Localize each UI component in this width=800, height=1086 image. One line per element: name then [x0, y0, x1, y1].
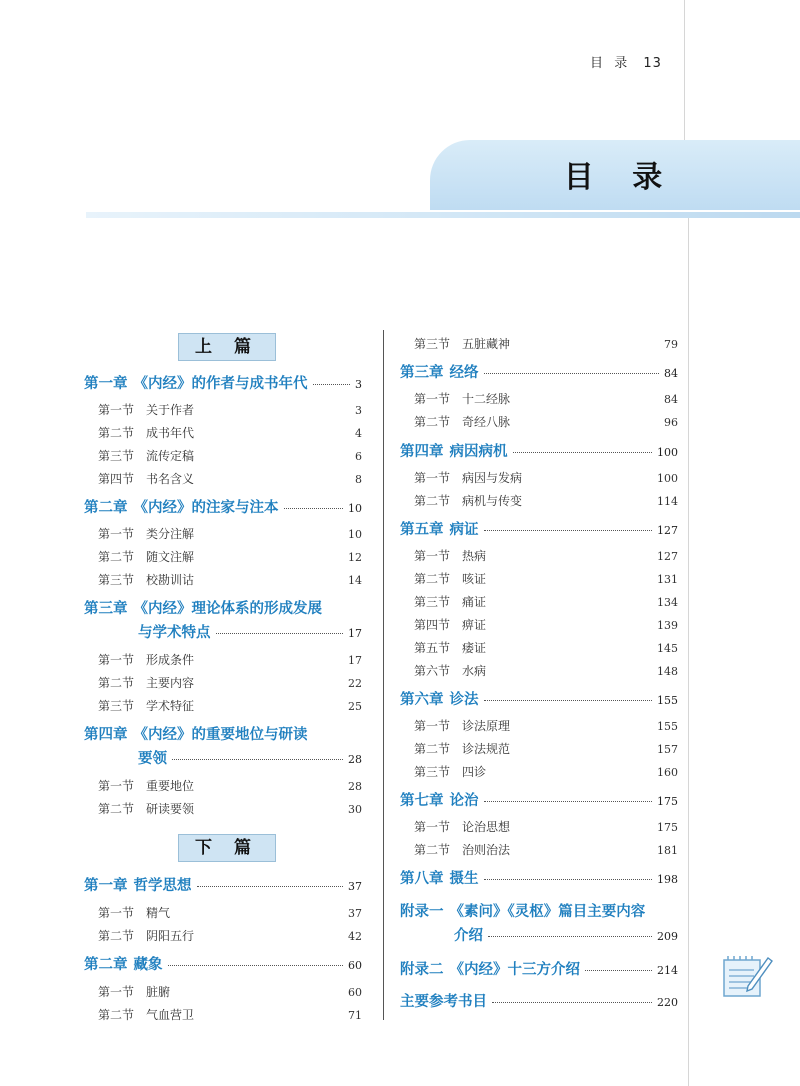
page-number: 28 — [348, 780, 362, 793]
toc-section-row — [414, 662, 678, 679]
chapter-title: 病因病机 — [449, 444, 508, 460]
page-number: 181 — [657, 844, 678, 857]
page-number: 10 — [348, 528, 362, 541]
chapter-label — [84, 723, 308, 744]
page-number: 10 — [348, 502, 362, 515]
column-divider — [383, 330, 384, 1020]
page-number: 100 — [657, 472, 678, 485]
chapter-number: 第八章 — [400, 871, 444, 887]
toc-section-row — [98, 927, 362, 944]
dot-leader — [172, 759, 343, 760]
toc-chapter-row — [400, 361, 678, 382]
chapter-number: 附录一 — [400, 904, 444, 920]
section-title: 治则治法 — [462, 843, 511, 857]
section-label-text — [98, 525, 194, 542]
page-number: 17 — [348, 627, 362, 640]
toc-section-row — [98, 904, 362, 921]
page-number: 100 — [657, 446, 678, 459]
chapter-label — [400, 688, 479, 709]
section-label-text — [98, 777, 194, 794]
section-number: 第三节 — [414, 595, 451, 609]
page-number: 30 — [348, 803, 362, 816]
toc-section-row — [98, 548, 362, 565]
page-number: 209 — [657, 930, 678, 943]
section-number: 第一节 — [414, 392, 451, 406]
section-label-text — [414, 818, 510, 835]
toc-chapter-continuation — [454, 924, 678, 945]
page-number: 3 — [355, 404, 362, 417]
page-number: 127 — [657, 550, 678, 563]
chapter-title: 《内经》十三方介绍 — [449, 962, 580, 978]
chapter-title-continued: 与学术特点 — [138, 625, 211, 641]
chapter-title: 主要参考书目 — [400, 994, 487, 1010]
section-title: 气血营卫 — [146, 1008, 195, 1022]
chapter-title: 摄生 — [449, 871, 479, 887]
section-title: 十二经脉 — [462, 392, 511, 406]
toc-chapter-row — [400, 440, 678, 461]
page-number: 60 — [348, 986, 362, 999]
page-number: 157 — [657, 743, 678, 756]
section-title: 形成条件 — [146, 653, 195, 667]
toc-section-row — [98, 983, 362, 1000]
page-number: 175 — [657, 821, 678, 834]
section-title: 痿证 — [462, 641, 487, 655]
section-label-text — [98, 697, 194, 714]
chapter-title: 经络 — [449, 365, 479, 381]
chapter-number: 第六章 — [400, 692, 444, 708]
chapter-title: 《内经》的注家与注本 — [133, 500, 279, 516]
dot-leader — [216, 633, 344, 634]
page-number: 17 — [348, 654, 362, 667]
page-number: 131 — [657, 573, 678, 586]
dot-leader — [484, 879, 653, 880]
chapter-label — [400, 958, 580, 979]
chapter-label — [400, 518, 479, 539]
section-title: 诊法原理 — [462, 719, 511, 733]
section-label-upper: 上 篇 — [178, 333, 276, 361]
page-number: 4 — [355, 427, 362, 440]
toc-section-row — [98, 424, 362, 441]
chapter-label — [84, 597, 322, 618]
section-number: 第一节 — [414, 820, 451, 834]
page-number: 160 — [657, 766, 678, 779]
section-number: 第二节 — [414, 494, 451, 508]
section-title: 成书年代 — [146, 426, 195, 440]
dot-leader — [513, 452, 653, 453]
section-label-text — [414, 492, 522, 509]
section-label-text — [414, 390, 510, 407]
dot-leader — [484, 801, 653, 802]
section-label-text — [98, 904, 170, 921]
toc-section-row — [414, 413, 678, 430]
section-title: 咳证 — [462, 572, 487, 586]
toc-section-row — [98, 1006, 362, 1023]
toc-section-row — [98, 800, 362, 817]
section-number: 第三节 — [98, 699, 135, 713]
toc-chapter-row — [400, 688, 678, 709]
section-label-text — [414, 740, 510, 757]
section-title: 水病 — [462, 664, 487, 678]
page-number: 155 — [657, 694, 678, 707]
section-number: 第二节 — [414, 572, 451, 586]
section-label-text — [414, 616, 486, 633]
page-number: 3 — [355, 378, 362, 391]
page-number: 42 — [348, 930, 362, 943]
toc-chapter-row — [84, 496, 362, 517]
chapter-label — [400, 867, 479, 888]
section-label-text — [98, 674, 194, 691]
toc-chapter-row — [84, 372, 362, 393]
dot-leader — [488, 936, 652, 937]
section-title: 流传定稿 — [146, 449, 195, 463]
page-number: 139 — [657, 619, 678, 632]
chapter-title: 诊法 — [449, 692, 479, 708]
chapter-number: 第二章 — [84, 500, 128, 516]
page-number: 214 — [657, 964, 678, 977]
section-label-text — [414, 593, 486, 610]
page-number: 37 — [348, 880, 362, 893]
toc-section-row — [98, 571, 362, 588]
page-number: 198 — [657, 873, 678, 886]
page-number: 134 — [657, 596, 678, 609]
chapter-number: 第二章 — [84, 957, 128, 973]
section-number: 第四节 — [98, 472, 135, 486]
section-title: 重要地位 — [146, 779, 195, 793]
section-label-text — [414, 547, 486, 564]
section-number: 第二节 — [98, 1008, 135, 1022]
section-title: 热病 — [462, 549, 487, 563]
page-number: 12 — [348, 551, 362, 564]
section-number: 第二节 — [414, 742, 451, 756]
section-title: 主要内容 — [146, 676, 195, 690]
chapter-title-continued: 介绍 — [454, 928, 483, 944]
page-edge-right — [688, 218, 689, 1086]
chapter-label — [400, 440, 508, 461]
chapter-label — [400, 361, 479, 382]
running-head — [590, 52, 710, 71]
page-number: 14 — [348, 574, 362, 587]
toc-section-row — [98, 447, 362, 464]
chapter-title: 《内经》的重要地位与研读 — [133, 727, 308, 743]
dot-leader — [492, 1002, 652, 1003]
toc-section-row — [98, 525, 362, 542]
section-label-text — [414, 639, 486, 656]
chapter-label — [400, 900, 645, 921]
page-number: 8 — [355, 473, 362, 486]
page-number: 79 — [664, 338, 678, 351]
section-label-text — [414, 413, 510, 430]
toc-chapter-row — [400, 958, 678, 979]
section-number: 第一节 — [98, 653, 135, 667]
section-label-text — [414, 763, 486, 780]
chapter-title: 《内经》理论体系的形成发展 — [133, 601, 322, 617]
section-number: 第四节 — [414, 618, 451, 632]
section-number: 第三节 — [98, 573, 135, 587]
section-title: 病机与传变 — [462, 494, 523, 508]
section-title: 随文注解 — [146, 550, 195, 564]
chapter-title: 《素问》《灵枢》篇目主要内容 — [449, 904, 646, 920]
dot-leader — [313, 384, 351, 385]
section-label-text — [414, 570, 486, 587]
section-label-text — [414, 841, 510, 858]
section-label-text — [98, 927, 194, 944]
chapter-title: 哲学思想 — [133, 878, 192, 894]
page-number: 175 — [657, 795, 678, 808]
chapter-label — [400, 789, 479, 810]
toc-section-row — [414, 841, 678, 858]
page-number: 114 — [657, 495, 678, 508]
toc-section-row — [414, 492, 678, 509]
section-label-text — [98, 447, 194, 464]
toc-chapter-row — [84, 953, 362, 974]
section-title: 学术特征 — [146, 699, 195, 713]
toc-chapter-row — [84, 874, 362, 895]
toc-chapter-continuation — [138, 621, 362, 642]
chapter-label — [84, 372, 308, 393]
section-label-text — [414, 717, 510, 734]
toc-section-row — [414, 547, 678, 564]
section-title: 奇经八脉 — [462, 415, 511, 429]
section-number: 第二节 — [98, 426, 135, 440]
section-title: 关于作者 — [146, 403, 195, 417]
chapter-number: 第四章 — [400, 444, 444, 460]
section-number: 第一节 — [414, 719, 451, 733]
running-head-label: 目 录 — [590, 56, 629, 71]
toc-section-row — [414, 763, 678, 780]
toc-chapter-row — [400, 518, 678, 539]
toc-section-row — [98, 401, 362, 418]
section-title: 研读要领 — [146, 802, 195, 816]
section-label-text — [98, 651, 194, 668]
toc-chapter-row — [84, 723, 362, 744]
toc-chapter-row — [400, 900, 678, 921]
dot-leader — [284, 508, 344, 509]
section-title: 精气 — [146, 906, 171, 920]
page-number: 84 — [664, 367, 678, 380]
section-title: 校勘训诂 — [146, 573, 195, 587]
chapter-number: 第一章 — [84, 878, 128, 894]
page-number: 84 — [664, 393, 678, 406]
dot-leader — [484, 373, 660, 374]
section-number: 第二节 — [98, 676, 135, 690]
section-number: 第一节 — [98, 906, 135, 920]
dot-leader — [484, 530, 653, 531]
page-number: 127 — [657, 524, 678, 537]
toc-section-row — [414, 639, 678, 656]
page-number: 220 — [657, 996, 678, 1009]
section-number: 第一节 — [98, 985, 135, 999]
section-number: 第一节 — [98, 779, 135, 793]
section-title: 阴阳五行 — [146, 929, 195, 943]
section-label-text — [98, 548, 194, 565]
running-head-page: 13 — [643, 56, 662, 71]
toc-section-row — [98, 674, 362, 691]
section-number: 第二节 — [98, 802, 135, 816]
section-label-text — [98, 571, 194, 588]
toc-chapter-row — [400, 789, 678, 810]
page-number: 96 — [664, 416, 678, 429]
toc-section-row — [98, 470, 362, 487]
section-number: 第一节 — [414, 471, 451, 485]
toc-section-row — [414, 818, 678, 835]
page-number: 25 — [348, 700, 362, 713]
section-number: 第三节 — [414, 765, 451, 779]
section-number: 第一节 — [414, 549, 451, 563]
section-title: 五脏藏神 — [462, 337, 511, 351]
section-number: 第二节 — [414, 415, 451, 429]
chapter-label — [400, 990, 487, 1011]
section-title: 四诊 — [462, 765, 487, 779]
section-title: 论治思想 — [462, 820, 511, 834]
section-number: 第三节 — [414, 337, 451, 351]
chapter-number: 第一章 — [84, 376, 128, 392]
section-label-text — [98, 983, 170, 1000]
toc-section-row — [414, 717, 678, 734]
toc-section-row — [414, 616, 678, 633]
chapter-title: 论治 — [449, 793, 479, 809]
toc-section-row — [414, 570, 678, 587]
page-title: 目 录 — [563, 160, 677, 195]
section-title: 痹证 — [462, 618, 487, 632]
chapter-label — [84, 953, 163, 974]
page-number: 6 — [355, 450, 362, 463]
section-label-text — [98, 470, 194, 487]
section-title: 类分注解 — [146, 527, 195, 541]
section-label-text — [98, 800, 194, 817]
page-number: 60 — [348, 959, 362, 972]
chapter-number: 第七章 — [400, 793, 444, 809]
toc-section-row — [98, 777, 362, 794]
toc-section-row — [414, 593, 678, 610]
section-title: 脏腑 — [146, 985, 171, 999]
section-label-text — [98, 424, 194, 441]
section-number: 第一节 — [98, 403, 135, 417]
section-label-text — [98, 401, 194, 418]
toc-section-row — [98, 651, 362, 668]
page-number: 37 — [348, 907, 362, 920]
chapter-number: 第三章 — [400, 365, 444, 381]
notepad-pencil-icon — [718, 952, 774, 1000]
page-number: 145 — [657, 642, 678, 655]
section-label-text — [414, 662, 486, 679]
dot-leader — [585, 970, 652, 971]
chapter-title-continued: 要领 — [138, 751, 167, 767]
page-number: 22 — [348, 677, 362, 690]
section-number: 第六节 — [414, 664, 451, 678]
toc-section-row — [98, 697, 362, 714]
page-number: 155 — [657, 720, 678, 733]
chapter-title: 《内经》的作者与成书年代 — [133, 376, 308, 392]
chapter-number: 第五章 — [400, 522, 444, 538]
page-number: 28 — [348, 753, 362, 766]
section-title: 痛证 — [462, 595, 487, 609]
toc-chapter-continuation — [138, 747, 362, 768]
chapter-title: 藏象 — [133, 957, 163, 973]
dot-leader — [197, 886, 344, 887]
section-title: 诊法规范 — [462, 742, 511, 756]
dot-leader — [168, 965, 344, 966]
toc-section-row — [414, 740, 678, 757]
toc-section-row — [414, 469, 678, 486]
toc-section-row — [414, 390, 678, 407]
dot-leader — [484, 700, 653, 701]
section-title: 书名含义 — [146, 472, 195, 486]
section-number: 第二节 — [414, 843, 451, 857]
chapter-number: 第三章 — [84, 601, 128, 617]
toc-section-row — [414, 335, 678, 352]
section-title: 病因与发病 — [462, 471, 523, 485]
section-number: 第二节 — [98, 550, 135, 564]
page-number: 148 — [657, 665, 678, 678]
section-label-text — [414, 469, 522, 486]
chapter-number: 附录二 — [400, 962, 444, 978]
section-number: 第二节 — [98, 929, 135, 943]
section-label-lower: 下 篇 — [178, 834, 276, 862]
toc-chapter-row — [400, 990, 678, 1011]
section-number: 第一节 — [98, 527, 135, 541]
chapter-label — [84, 874, 192, 895]
toc-chapter-row — [400, 867, 678, 888]
section-number: 第五节 — [414, 641, 451, 655]
page-number: 71 — [348, 1009, 362, 1022]
chapter-label — [84, 496, 279, 517]
toc-chapter-row — [84, 597, 362, 618]
title-underline — [86, 212, 800, 218]
chapter-number: 第四章 — [84, 727, 128, 743]
section-number: 第三节 — [98, 449, 135, 463]
section-label-text — [414, 335, 510, 352]
section-label-text — [98, 1006, 194, 1023]
chapter-title: 病证 — [449, 522, 479, 538]
